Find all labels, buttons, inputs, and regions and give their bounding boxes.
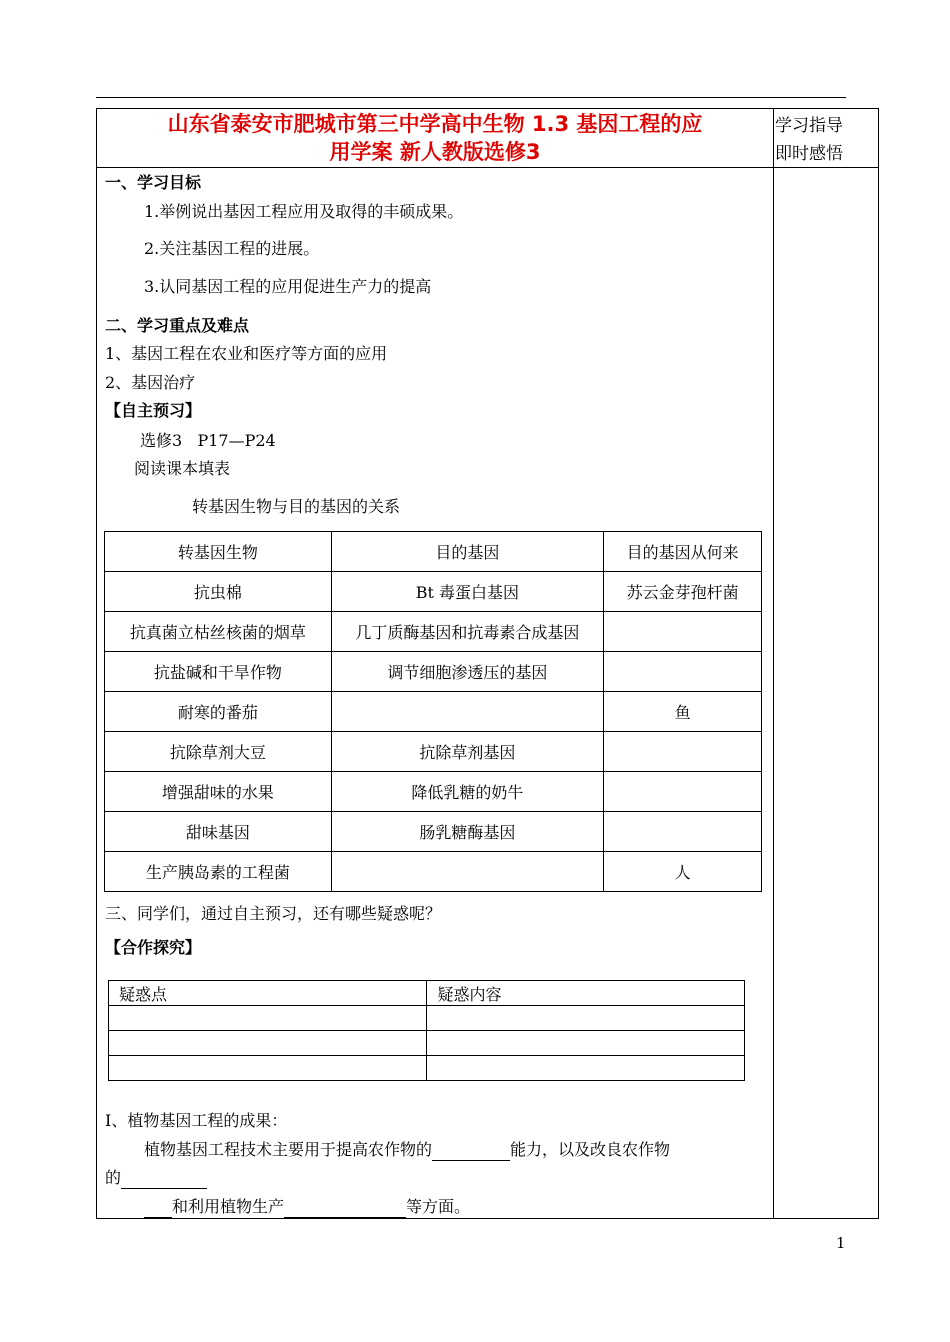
objective-2: 2.关注基因工程的进展。 xyxy=(144,239,320,258)
transgenic-table xyxy=(104,531,762,892)
document-title xyxy=(100,110,770,166)
side-header xyxy=(775,112,875,168)
side-column-divider xyxy=(773,108,774,1219)
table-cell: 苏云金芽孢杆菌 xyxy=(604,572,762,612)
table-cell xyxy=(604,732,762,772)
table-row xyxy=(105,612,762,652)
table-cell: 甜味基因 xyxy=(105,812,332,852)
keypoint-1: 1、基因工程在农业和医疗等方面的应用 xyxy=(105,344,388,363)
side-header-line-2: 即时感悟 xyxy=(775,144,843,164)
table-cell xyxy=(604,612,762,652)
table-row xyxy=(109,1006,745,1031)
header-cell: 疑惑点 xyxy=(109,981,427,1006)
table-row xyxy=(105,732,762,772)
part1-text-b: 能力，以及改良农作物 xyxy=(510,1140,671,1159)
table-cell: 抗除草剂大豆 xyxy=(105,732,332,772)
table-cell: 鱼 xyxy=(604,692,762,732)
part1-text-e: 等方面。 xyxy=(406,1197,471,1216)
table-cell: 抗虫棉 xyxy=(105,572,332,612)
objective-1: 1.举例说出基因工程应用及取得的丰硕成果。 xyxy=(144,202,464,221)
section2-heading: 二、学习重点及难点 xyxy=(105,316,250,335)
title-line-1: 山东省泰安市肥城市第三中学高中生物 1.3 基因工程的应 xyxy=(167,112,703,136)
table-cell: 生产胰岛素的工程菌 xyxy=(105,852,332,892)
table-row xyxy=(105,652,762,692)
table-row xyxy=(109,1031,745,1056)
table-header-row xyxy=(105,532,762,572)
header-cell: 目的基因从何来 xyxy=(604,532,762,572)
answer-blank-3[interactable] xyxy=(284,1199,406,1218)
table-cell[interactable] xyxy=(427,1006,745,1031)
table-cell: 耐寒的番茄 xyxy=(105,692,332,732)
table-cell[interactable] xyxy=(109,1006,427,1031)
table-cell[interactable] xyxy=(109,1031,427,1056)
keypoint-2: 2、基因治疗 xyxy=(105,373,196,392)
header-cell: 疑惑内容 xyxy=(427,981,745,1006)
table-cell xyxy=(331,692,604,732)
header-cell: 目的基因 xyxy=(331,532,604,572)
page-number: 1 xyxy=(836,1234,846,1252)
table-cell: 降低乳糖的奶牛 xyxy=(331,772,604,812)
table-cell xyxy=(604,772,762,812)
table-cell: 人 xyxy=(604,852,762,892)
part1-line-3 xyxy=(144,1196,470,1218)
section1-heading: 一、学习目标 xyxy=(105,173,202,192)
part1-text-a: 植物基因工程技术主要用于提高农作物的 xyxy=(144,1140,433,1159)
answer-blank-1[interactable] xyxy=(432,1142,510,1161)
table-row xyxy=(105,772,762,812)
questions-header-row xyxy=(109,981,745,1006)
part1-text-c: 的 xyxy=(105,1168,122,1187)
table-row xyxy=(105,852,762,892)
table-cell xyxy=(604,812,762,852)
table-title: 转基因生物与目的基因的关系 xyxy=(192,497,401,516)
part1-line-1 xyxy=(144,1139,670,1161)
header-divider xyxy=(96,167,879,168)
title-line-2: 用学案 新人教版选修3 xyxy=(329,140,541,164)
table-row xyxy=(109,1056,745,1081)
objective-3: 3.认同基因工程的应用促进生产力的提高 xyxy=(144,277,432,296)
table-cell: 几丁质酶基因和抗毒素合成基因 xyxy=(331,612,604,652)
table-row xyxy=(105,692,762,732)
table-cell[interactable] xyxy=(109,1056,427,1081)
table-cell: 抗除草剂基因 xyxy=(331,732,604,772)
part1-text-d: 和利用植物生产 xyxy=(172,1197,285,1216)
part1-heading: Ⅰ、植物基因工程的成果： xyxy=(105,1111,288,1130)
questions-table xyxy=(108,980,745,1081)
answer-blank-2-cont[interactable] xyxy=(144,1199,172,1218)
table-cell xyxy=(331,852,604,892)
preview-instruction: 阅读课本填表 xyxy=(134,459,231,478)
table-cell[interactable] xyxy=(427,1056,745,1081)
table-cell: 抗盐碱和干旱作物 xyxy=(105,652,332,692)
part1-line-2 xyxy=(105,1167,207,1189)
header-rule xyxy=(96,97,846,98)
table-cell[interactable] xyxy=(427,1031,745,1056)
answer-blank-2[interactable] xyxy=(121,1170,207,1189)
preview-heading: 【自主预习】 xyxy=(105,401,202,420)
header-cell: 转基因生物 xyxy=(105,532,332,572)
coop-heading: 【合作探究】 xyxy=(105,938,202,957)
table-row xyxy=(105,812,762,852)
table-cell: 调节细胞渗透压的基因 xyxy=(331,652,604,692)
preview-pages: 选修3 P17—P24 xyxy=(140,431,276,450)
section3-prompt: 三、同学们，通过自主预习，还有哪些疑惑呢？ xyxy=(105,904,442,923)
table-cell: 肠乳糖酶基因 xyxy=(331,812,604,852)
table-cell xyxy=(604,652,762,692)
table-cell: 抗真菌立枯丝核菌的烟草 xyxy=(105,612,332,652)
table-row xyxy=(105,572,762,612)
table-cell: 增强甜味的水果 xyxy=(105,772,332,812)
table-cell: Bt 毒蛋白基因 xyxy=(331,572,604,612)
side-header-line-1: 学习指导 xyxy=(775,116,843,136)
